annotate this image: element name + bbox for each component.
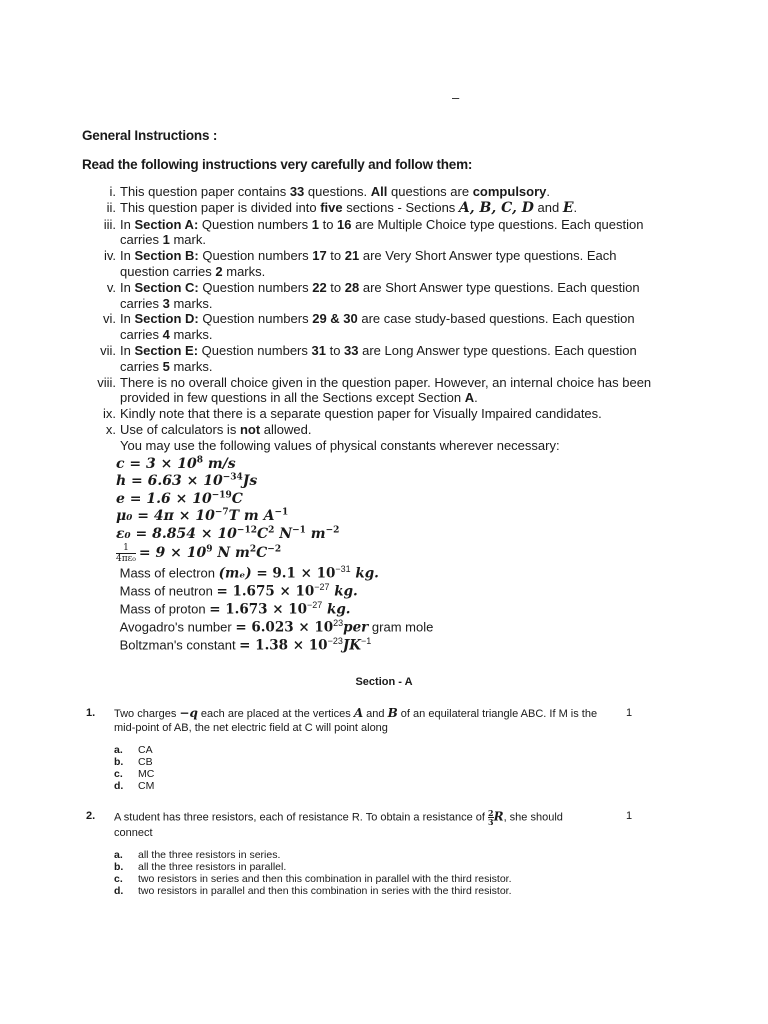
physical-constants [116, 452, 434, 653]
question-text: A student has three resistors, each of resistance R. To obtain a resistance of $\frac{2}{3}$ R, she should connect [114, 808, 563, 839]
constant-neutron-mass: Mass of neutron = $1.675 \times 10^{-27}$ kg. [119, 581, 358, 599]
question-marks: 1 [626, 707, 633, 719]
instruction-item: iii. In Section A: Question numbers 1 to 16 are Multiple Choice type questions. Each question carries 1 mark. [103, 216, 644, 248]
constant-coulomb: $\frac{1}{\text{4πε₀}}$ = $9 \times 10^9$ N $m^2C^{-2}$ [116, 542, 282, 564]
option-b: b. all the three resistors in parallel. [114, 861, 287, 873]
question-number: 2. [86, 810, 96, 822]
question-number: 1. [86, 707, 96, 719]
constant-proton-mass: Mass of proton = $1.673 \times 10^{-27}$ kg. [119, 599, 351, 617]
option-a: a. CA [114, 744, 153, 756]
constant-speed-of-light: $c = 3 \times 10^8$ m/s [116, 455, 236, 472]
instruction-item: x. Use of calculators is not allowed. [105, 421, 312, 437]
option-a: a. all the three resistors in series. [114, 849, 281, 861]
instruction-item: viii. There is no overall choice given in the question paper. However, an internal choice has been provided in few questions in all the Sections except Section A. [97, 374, 652, 406]
options-list [114, 744, 154, 792]
instruction-item: vi. In Section D: Question numbers 29 & 30 are case study-based questions. Each question carries 4 marks. [103, 311, 635, 343]
constant-planck: $h = 6.63 \times 10^{-34}Js$ [116, 472, 258, 490]
option-d: d. two resistors in parallel and then this combination in series with the third resistor. [114, 885, 512, 897]
options-list [114, 849, 512, 897]
instruction-item: iv. In Section B: Question numbers 17 to 21 are Very Short Answer type questions. Each question carries 2 marks. [103, 248, 617, 279]
option-d: d. CM [114, 780, 155, 792]
question-text: Two charges −q each are placed at the vertices A and B of an equilateral triangle ABC. If M is the mid-point of AB, the net electric field at C will point along [114, 706, 598, 734]
constant-boltzmann: Boltzman's constant = $1.38 \times 10^{-23}JK^{-1}$ [119, 635, 372, 653]
page-marker: – [452, 90, 460, 105]
instruction-item: You may use the following values of physical constants wherever necessary: [120, 437, 560, 453]
instructions-list [82, 184, 662, 454]
option-c: c. MC [114, 768, 155, 780]
instruction-item: ii. This question paper is divided into five sections - Sections A, B, C, D and E. [106, 199, 578, 216]
constant-electron-charge: $e = 1.6 \times 10^{-19}C$ [116, 490, 243, 507]
general-instructions-title: General Instructions : [82, 128, 218, 143]
constant-avogadro: Avogadro's number = $6.023 \times 10^{23}per$ gram mole [119, 617, 434, 635]
question-marks: 1 [626, 810, 633, 822]
read-instructions-title: Read the following instructions very carefully and follow them: [82, 157, 473, 172]
instruction-item: ix. Kindly note that there is a separate question paper for Visually Impaired candidates. [103, 406, 602, 422]
instruction-item: i. This question paper contains 33 questions. All questions are compulsory. [109, 184, 551, 199]
constant-electron-mass: Mass of electron $(m_e) = 9.1 \times 10^{-31}$ kg. [119, 563, 379, 581]
instruction-item: vii. In Section E: Question numbers 31 to 33 are Long Answer type questions. Each question carries 5 marks. [100, 342, 637, 374]
option-b: b. CB [114, 756, 153, 768]
instruction-item: v. In Section C: Question numbers 22 to 28 are Short Answer type questions. Each question carries 3 marks. [106, 279, 640, 311]
constant-permeability: $\mu_0 = 4\pi \times 10^{-7}T$ m $A^{-1}$ [116, 507, 289, 525]
constant-permittivity: $\varepsilon_0 = 8.854 \times 10^{-12}C^2$ $N^{-1}$ $m^{-2}$ [116, 525, 340, 542]
section-title: Section - A [355, 676, 413, 688]
option-c: c. two resistors in series and then this combination in parallel with the third resistor. [114, 873, 512, 885]
